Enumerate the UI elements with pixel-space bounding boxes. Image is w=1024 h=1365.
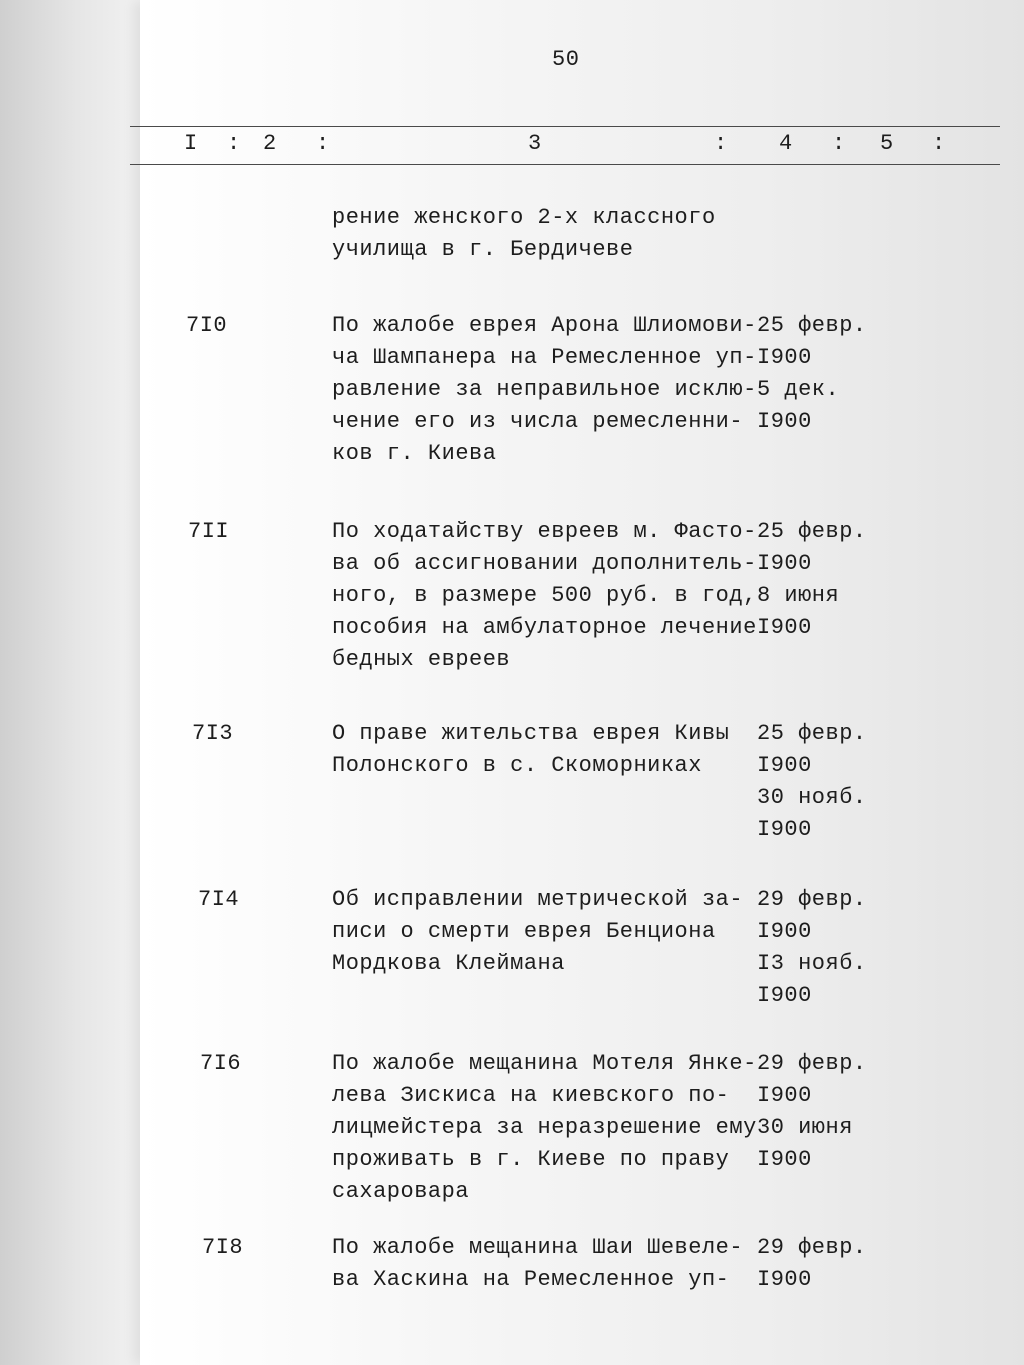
description-line: ного, в размере 500 руб. в год,: [332, 583, 757, 608]
description-line: По жалобе мещанина Мотеля Янке-: [332, 1051, 757, 1076]
column-header-3: 3: [528, 131, 542, 156]
date-line: I900: [757, 345, 812, 370]
date-line: 5 дек.: [757, 377, 840, 402]
entry-description: [332, 202, 752, 266]
description-line: ва об ассигновании дополнитель-: [332, 551, 757, 576]
date-line: I900: [757, 1083, 812, 1108]
description-line: Мордкова Клеймана: [332, 951, 565, 976]
entry-dates: [757, 516, 877, 644]
column-separator: :: [832, 131, 846, 156]
description-line: ва Хаскина на Ремесленное уп-: [332, 1267, 730, 1292]
description-line: По ходатайству евреев м. Фасто-: [332, 519, 757, 544]
entry-dates: [757, 310, 877, 438]
entry-dates: [757, 1048, 877, 1176]
archive-inventory-page: [140, 0, 1024, 1365]
date-line: I900: [757, 817, 812, 842]
description-line: По жалобе еврея Арона Шлиомови-: [332, 313, 757, 338]
description-line: ков г. Киева: [332, 441, 497, 466]
description-line: равление за неправильное исклю-: [332, 377, 757, 402]
column-separator: :: [932, 131, 946, 156]
entry-dates: [757, 718, 877, 846]
description-line: училища в г. Бердичеве: [332, 237, 634, 262]
entry-description: [332, 718, 752, 782]
page-number: 50: [552, 47, 580, 72]
entry-description: [332, 884, 752, 980]
description-line: рение женского 2-х классного: [332, 205, 716, 230]
header-rule-top: [130, 126, 1000, 127]
column-header-1: I: [184, 131, 198, 156]
entry-description: [332, 310, 757, 470]
column-separator: :: [714, 131, 728, 156]
date-line: I900: [757, 753, 812, 778]
column-header-4: 4: [779, 131, 793, 156]
left-page-edge: [0, 0, 140, 1365]
date-line: I900: [757, 551, 812, 576]
column-separator: :: [316, 131, 330, 156]
entry-dates: [757, 884, 877, 1012]
description-line: проживать в г. Киеве по праву: [332, 1147, 730, 1172]
description-line: писи о смерти еврея Бенциона: [332, 919, 716, 944]
description-line: сахаровара: [332, 1179, 470, 1204]
description-line: пособия на амбулаторное лечение: [332, 615, 757, 640]
header-rule-bottom: [130, 164, 1000, 165]
description-line: чение его из числа ремесленни-: [332, 409, 744, 434]
date-line: 25 февр.: [757, 519, 867, 544]
entry-description: [332, 1048, 757, 1208]
entry-description: [332, 1232, 752, 1296]
column-separator: :: [227, 131, 241, 156]
date-line: 25 февр.: [757, 313, 867, 338]
description-line: лева Зискиса на киевского по-: [332, 1083, 730, 1108]
description-line: О праве жительства еврея Кивы: [332, 721, 730, 746]
column-header-5: 5: [880, 131, 894, 156]
description-line: бедных евреев: [332, 647, 511, 672]
date-line: 25 февр.: [757, 721, 867, 746]
description-line: лицмейстера за неразрешение ему: [332, 1115, 757, 1140]
date-line: I900: [757, 919, 812, 944]
entry-number: 7I0: [186, 313, 228, 338]
entry-number: 7I8: [202, 1235, 244, 1260]
entry-number: 7I6: [200, 1051, 242, 1076]
date-line: I900: [757, 1147, 812, 1172]
date-line: I900: [757, 983, 812, 1008]
entry-number: 7II: [188, 519, 230, 544]
date-line: I900: [757, 1267, 812, 1292]
date-line: 29 февр.: [757, 887, 867, 912]
entry-number: 7I3: [192, 721, 234, 746]
date-line: I900: [757, 409, 812, 434]
date-line: 8 июня: [757, 583, 840, 608]
entry-number: 7I4: [198, 887, 240, 912]
date-line: 29 февр.: [757, 1051, 867, 1076]
description-line: ча Шампанера на Ремесленное уп-: [332, 345, 757, 370]
description-line: По жалобе мещанина Шаи Шевеле-: [332, 1235, 744, 1260]
date-line: I3 нояб.: [757, 951, 867, 976]
column-header-2: 2: [263, 131, 277, 156]
description-line: Об исправлении метрической за-: [332, 887, 744, 912]
entry-dates: [757, 1232, 877, 1296]
date-line: 29 февр.: [757, 1235, 867, 1260]
date-line: 30 июня: [757, 1115, 853, 1140]
date-line: I900: [757, 615, 812, 640]
description-line: Полонского в с. Скоморниках: [332, 753, 702, 778]
date-line: 30 нояб.: [757, 785, 867, 810]
entry-description: [332, 516, 757, 676]
